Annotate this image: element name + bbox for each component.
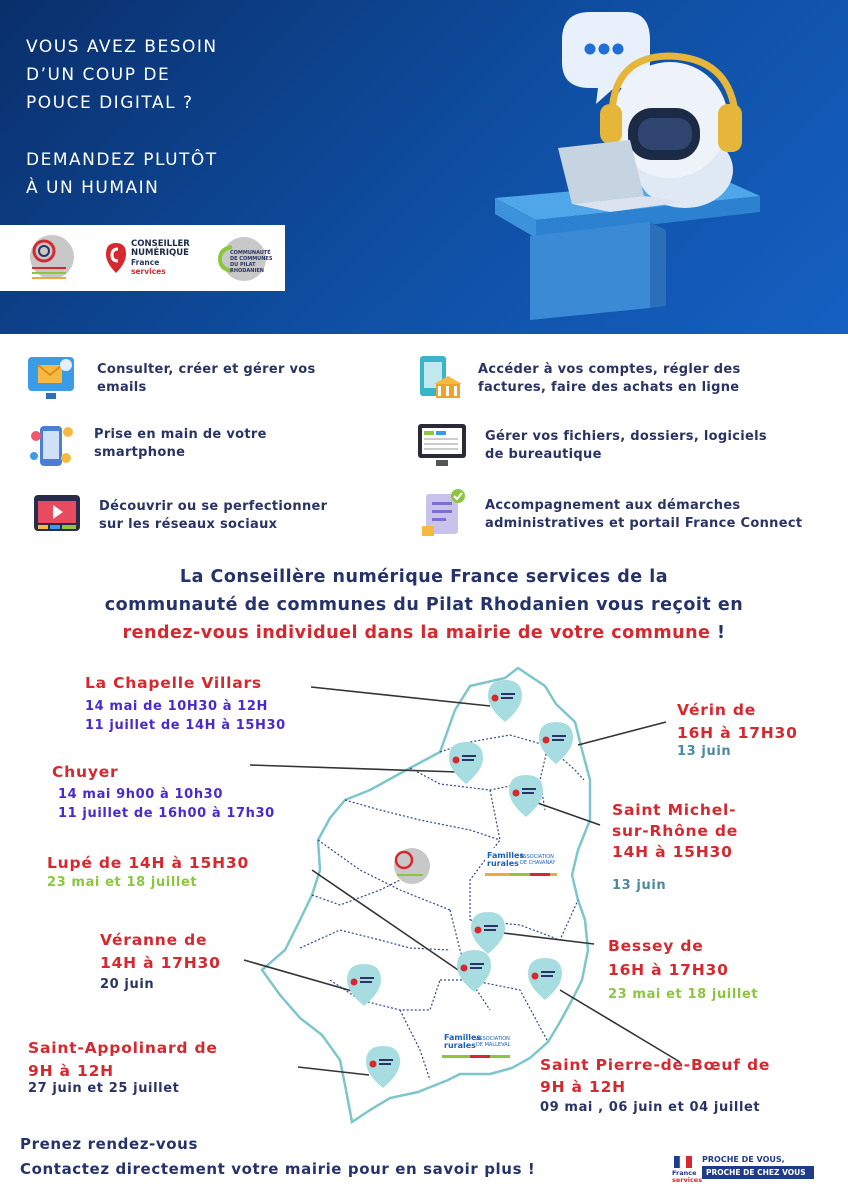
town-saint-pierre-2: 9H à 12H <box>540 1078 626 1096</box>
hero-line-2: D’UN COUP DE <box>26 65 171 85</box>
service-admin-line-2: administratives et portail France Connect <box>485 516 803 531</box>
pilat-rhodanien-logo-icon <box>26 231 76 285</box>
location-pin-icon <box>471 912 505 954</box>
familles-text-4: rurales <box>444 1041 476 1050</box>
assoc-chavanay-text-2: DE CHAVANAY <box>520 860 556 866</box>
hero-line-4: DEMANDEZ PLUTÔT <box>26 150 218 170</box>
hero-line-1: VOUS AVEZ BESOIN <box>26 37 218 57</box>
date-lupe: 23 mai et 18 juillet <box>47 875 198 890</box>
town-saint-michel-2: sur-Rhône de <box>612 822 739 840</box>
date-verin: 13 juin <box>677 744 732 759</box>
service-social-line-2: sur les réseaux sociaux <box>99 517 278 532</box>
location-pin-icon <box>449 742 483 784</box>
conseiller-numerique-logo <box>131 240 190 276</box>
service-emails <box>97 361 316 397</box>
logo-text-conseiller: CONSEILLER <box>131 239 190 249</box>
town-saint-michel-3: 14H à 15H30 <box>612 843 733 861</box>
conseiller-numerique-pin-icon <box>104 241 128 275</box>
date-chuyer-1: 14 mai 9h00 à 10h30 <box>58 787 223 802</box>
admin-procedures-icon <box>420 488 468 538</box>
familles-rurales-chavanay-text <box>487 852 524 868</box>
date-veranne: 20 juin <box>100 977 155 992</box>
france-services-label-1: France <box>672 1169 697 1177</box>
location-pin-icon <box>539 722 573 764</box>
date-bessey: 23 mai et 18 juillet <box>608 987 759 1002</box>
date-saint-pierre: 09 mai , 06 juin et 04 juillet <box>540 1100 761 1115</box>
location-pin-icon <box>488 680 522 722</box>
town-chuyer: Chuyer <box>52 763 119 781</box>
assoc-chavanay-text-1: ASSOCIATION <box>520 854 554 860</box>
town-bessey-1: Bessey de <box>608 937 704 955</box>
social-media-icon <box>32 489 82 537</box>
assoc-malleval-text-1: ASSOCIATION <box>476 1036 510 1042</box>
service-emails-line-1: Consulter, créer et gérer vos <box>97 362 316 377</box>
town-veranne-1: Véranne de <box>100 931 208 949</box>
ccpr-logo-text <box>230 250 285 274</box>
ccpr-text-2: DE COMMUNES <box>230 256 273 262</box>
service-office-line-1: Gérer vos fichiers, dossiers, logiciels <box>485 429 767 444</box>
service-emails-line-2: emails <box>97 380 147 395</box>
familles-text-2: rurales <box>487 859 519 868</box>
town-bessey-2: 16H à 17H30 <box>608 961 729 979</box>
service-accounts-line-1: Accéder à vos comptes, régler des <box>478 362 741 377</box>
date-chuyer-2: 11 juillet de 16h00 à 17h30 <box>58 806 275 821</box>
intro-line-1: La Conseillère numérique France services de la <box>179 567 669 587</box>
location-pin-icon <box>366 1046 400 1088</box>
pins-layer <box>347 680 573 1088</box>
ccpr-text-3: DU PILAT RHODANIEN <box>230 262 264 274</box>
familles-text-3: Familles <box>444 1033 482 1042</box>
location-pin-icon <box>528 958 562 1000</box>
date-saint-appolinard: 27 juin et 25 juillet <box>28 1081 180 1096</box>
service-smartphone <box>94 426 267 462</box>
service-accounts <box>478 361 741 397</box>
date-chapelle-1: 14 mai de 10H30 à 12H <box>85 699 269 714</box>
town-saint-michel-1: Saint Michel- <box>612 801 737 819</box>
france-services-label-2: services <box>672 1176 703 1184</box>
location-pin-icon <box>509 775 543 817</box>
assoc-chavanay-text <box>520 854 555 866</box>
logo-text-numerique: NUMÉRIQUE <box>131 248 189 258</box>
service-social-networks <box>99 498 327 534</box>
familles-text-1: Familles <box>487 851 525 860</box>
logo-text-services: services <box>131 267 166 276</box>
intro-line-3-end: ! <box>710 623 726 643</box>
hero-banner <box>0 0 848 334</box>
service-admin <box>485 497 802 533</box>
intro-highlight: rendez-vous individuel dans la mairie de votre commune <box>122 623 711 643</box>
town-veranne-2: 14H à 17H30 <box>100 954 221 972</box>
footer-line-2: Contactez directement votre mairie pour en savoir plus ! <box>20 1160 536 1178</box>
intro-line-3 <box>0 623 848 643</box>
assoc-malleval-text <box>476 1036 510 1048</box>
service-office-line-2: de bureautique <box>485 447 602 462</box>
intro-line-2: communauté de communes du Pilat Rhodanien vous reçoit en <box>104 595 744 615</box>
assoc-malleval-text-2: DE MALLEVAL <box>476 1042 511 1048</box>
smartphone-icon <box>28 422 74 470</box>
email-icon <box>26 355 76 403</box>
town-verin-1: Vérin de <box>677 701 757 719</box>
service-admin-line-1: Accompagnement aux démarches <box>485 498 741 513</box>
location-pin-icon <box>457 950 491 992</box>
ccpr-text-1: COMMUNAUTÉ <box>230 250 271 256</box>
hero-line-3: POUCE DIGITAL ? <box>26 93 194 113</box>
service-smartphone-line-1: Prise en main de votre <box>94 427 267 442</box>
date-saint-michel: 13 juin <box>612 878 667 893</box>
robot-illustration <box>480 0 780 320</box>
ccpr-map-logo-icon <box>394 848 430 884</box>
service-smartphone-line-2: smartphone <box>94 445 186 460</box>
slogan-line-1: PROCHE DE VOUS, <box>702 1155 785 1164</box>
service-accounts-line-2: factures, faire des achats en ligne <box>478 380 740 395</box>
town-verin-2: 16H à 17H30 <box>677 724 798 742</box>
town-la-chapelle-villars: La Chapelle Villars <box>85 674 262 692</box>
town-saint-appolinard-1: Saint-Appolinard de <box>28 1039 218 1057</box>
town-saint-pierre-1: Saint Pierre-de-Bœuf de <box>540 1056 771 1074</box>
service-office <box>485 428 767 464</box>
town-saint-appolinard-2: 9H à 12H <box>28 1062 114 1080</box>
town-lupe: Lupé de 14H à 15H30 <box>47 854 250 872</box>
date-chapelle-2: 11 juillet de 14H à 15H30 <box>85 718 286 733</box>
logo-text-france: France <box>131 258 160 267</box>
location-pin-icon <box>347 964 381 1006</box>
slogan-line-2: PROCHE DE CHEZ VOUS <box>702 1166 814 1179</box>
france-services-label <box>672 1170 702 1184</box>
footer-line-1: Prenez rendez-vous <box>20 1135 198 1153</box>
office-software-icon <box>416 422 468 470</box>
online-banking-icon <box>416 354 462 404</box>
hero-line-5: À UN HUMAIN <box>26 178 160 198</box>
partner-logo-strip <box>0 225 285 291</box>
service-social-line-1: Découvrir ou se perfectionner <box>99 499 328 514</box>
